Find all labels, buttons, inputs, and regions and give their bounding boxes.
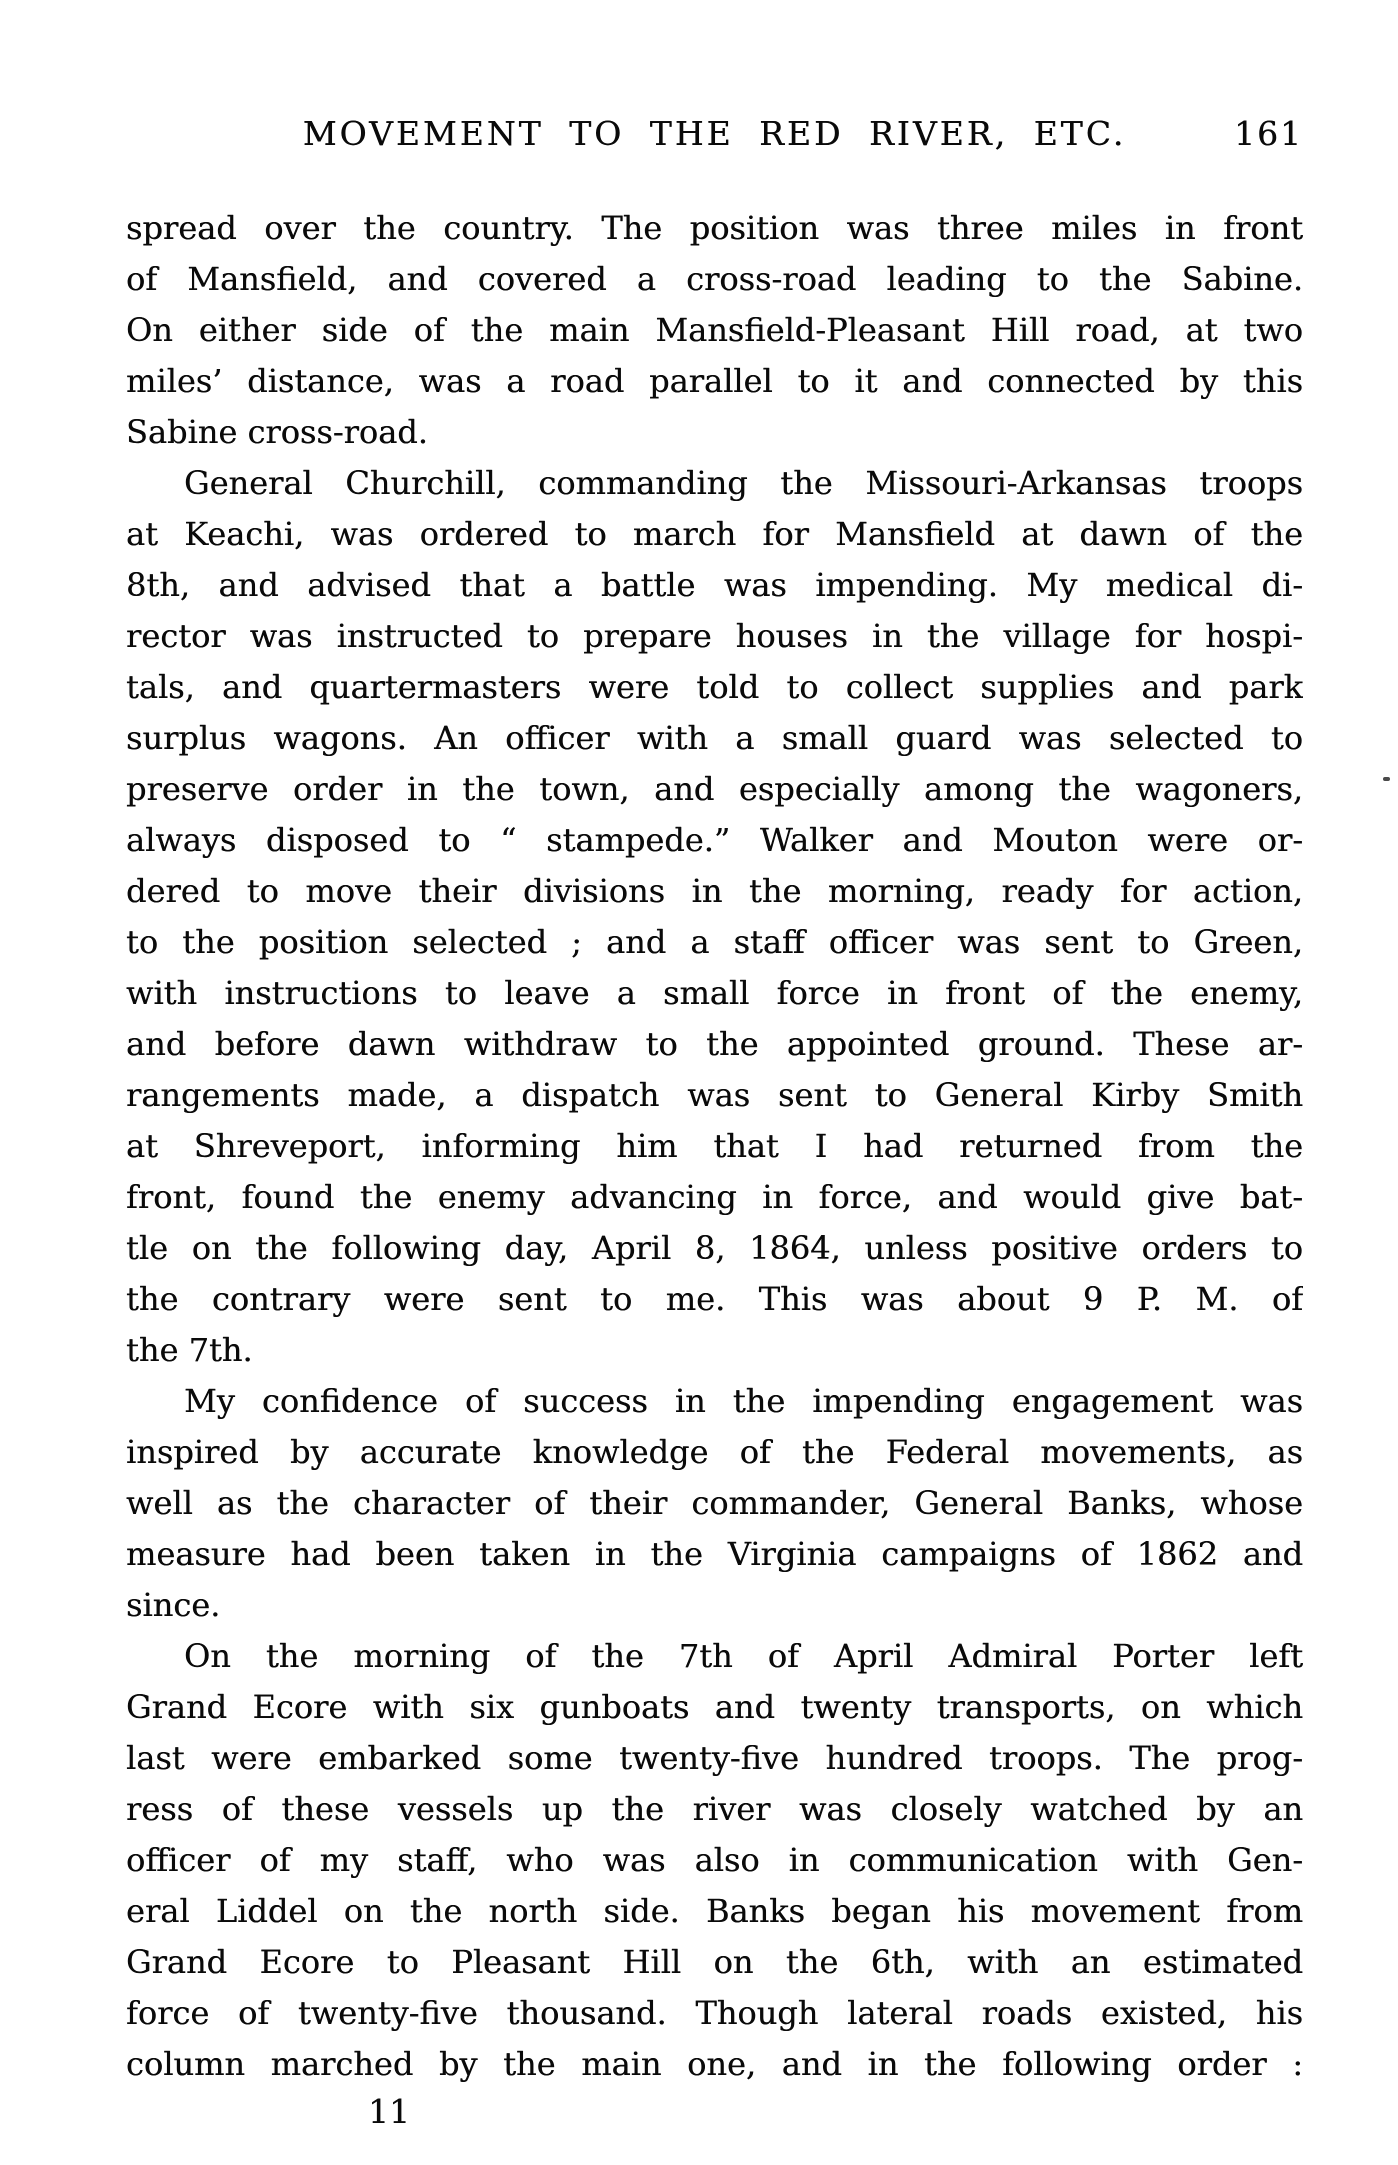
- text-line: rector was instructed to prepare houses in the village for hospi-: [126, 617, 1303, 655]
- paragraph: [126, 1376, 1303, 1631]
- text-line: to the position selected ; and a staff officer was sent to Green,: [126, 923, 1303, 961]
- text-line: rangements made, a dispatch was sent to General Kirby Smith: [126, 1076, 1303, 1114]
- text-line: 8th, and advised that a battle was impending. My medical di-: [126, 566, 1303, 604]
- text-line: officer of my staff, who was also in communication with Gen-: [126, 1841, 1303, 1879]
- page-body-text: [126, 203, 1303, 2090]
- text-line: spread over the country. The position was three miles in front: [126, 209, 1303, 247]
- text-line: General Churchill, commanding the Missouri-Arkansas troops: [184, 464, 1303, 502]
- text-line: ress of these vessels up the river was closely watched by an: [126, 1790, 1303, 1828]
- text-line: Grand Ecore to Pleasant Hill on the 6th, with an estimated: [126, 1943, 1303, 1981]
- text-line: tals, and quartermasters were told to collect supplies and park: [126, 668, 1303, 706]
- text-line: at Shreveport, informing him that I had returned from the: [126, 1127, 1303, 1165]
- text-line: at Keachi, was ordered to march for Mansfield at dawn of the: [126, 515, 1303, 553]
- text-line: On the morning of the 7th of April Admiral Porter left: [184, 1637, 1303, 1675]
- text-line: On either side of the main Mansfield-Pleasant Hill road, at two: [126, 311, 1303, 349]
- signature-mark: 11: [368, 2092, 410, 2131]
- text-line: preserve order in the town, and especially among the wagoners,: [126, 770, 1303, 808]
- text-line: front, found the enemy advancing in force, and would give bat-: [126, 1178, 1303, 1216]
- text-line: last were embarked some twenty-five hundred troops. The prog-: [126, 1739, 1303, 1777]
- page-number: 161: [1234, 114, 1303, 153]
- paragraph: [126, 1631, 1303, 2090]
- text-line: miles’ distance, was a road parallel to it and connected by this: [126, 362, 1303, 400]
- text-line: surplus wagons. An officer with a small guard was selected to: [126, 719, 1303, 757]
- text-line: eral Liddel on the north side. Banks began his movement from: [126, 1892, 1303, 1930]
- text-line: force of twenty-five thousand. Though lateral roads existed, his: [126, 1994, 1303, 2032]
- paragraph: [126, 203, 1303, 458]
- text-line: Grand Ecore with six gunboats and twenty transports, on which: [126, 1688, 1303, 1726]
- text-line: Sabine cross-road.: [126, 413, 428, 451]
- text-line: of Mansfield, and covered a cross-road leading to the Sabine.: [126, 260, 1303, 298]
- text-line: measure had been taken in the Virginia campaigns of 1862 and: [126, 1535, 1303, 1573]
- running-header-title: MOVEMENT TO THE RED RIVER, ETC.: [302, 114, 1127, 153]
- text-line: always disposed to “ stampede.” Walker and Mouton were or-: [126, 821, 1303, 859]
- text-line: since.: [126, 1586, 221, 1624]
- text-line: tle on the following day, April 8, 1864, unless positive orders to: [126, 1229, 1303, 1267]
- text-line: the 7th.: [126, 1331, 253, 1369]
- text-line: My confidence of success in the impending engagement was: [184, 1382, 1303, 1420]
- text-line: dered to move their divisions in the morning, ready for action,: [126, 872, 1303, 910]
- paragraph: [126, 458, 1303, 1376]
- text-line: and before dawn withdraw to the appointed ground. These ar-: [126, 1025, 1303, 1063]
- text-line: well as the character of their commander, General Banks, whose: [126, 1484, 1303, 1522]
- text-line: the contrary were sent to me. This was about 9 P. M. of: [126, 1280, 1303, 1318]
- running-header: [126, 112, 1303, 156]
- text-line: column marched by the main one, and in the following order :: [126, 2045, 1303, 2083]
- ink-speck: [1383, 777, 1390, 781]
- text-line: with instructions to leave a small force in front of the enemy,: [126, 974, 1303, 1012]
- text-line: inspired by accurate knowledge of the Federal movements, as: [126, 1433, 1303, 1471]
